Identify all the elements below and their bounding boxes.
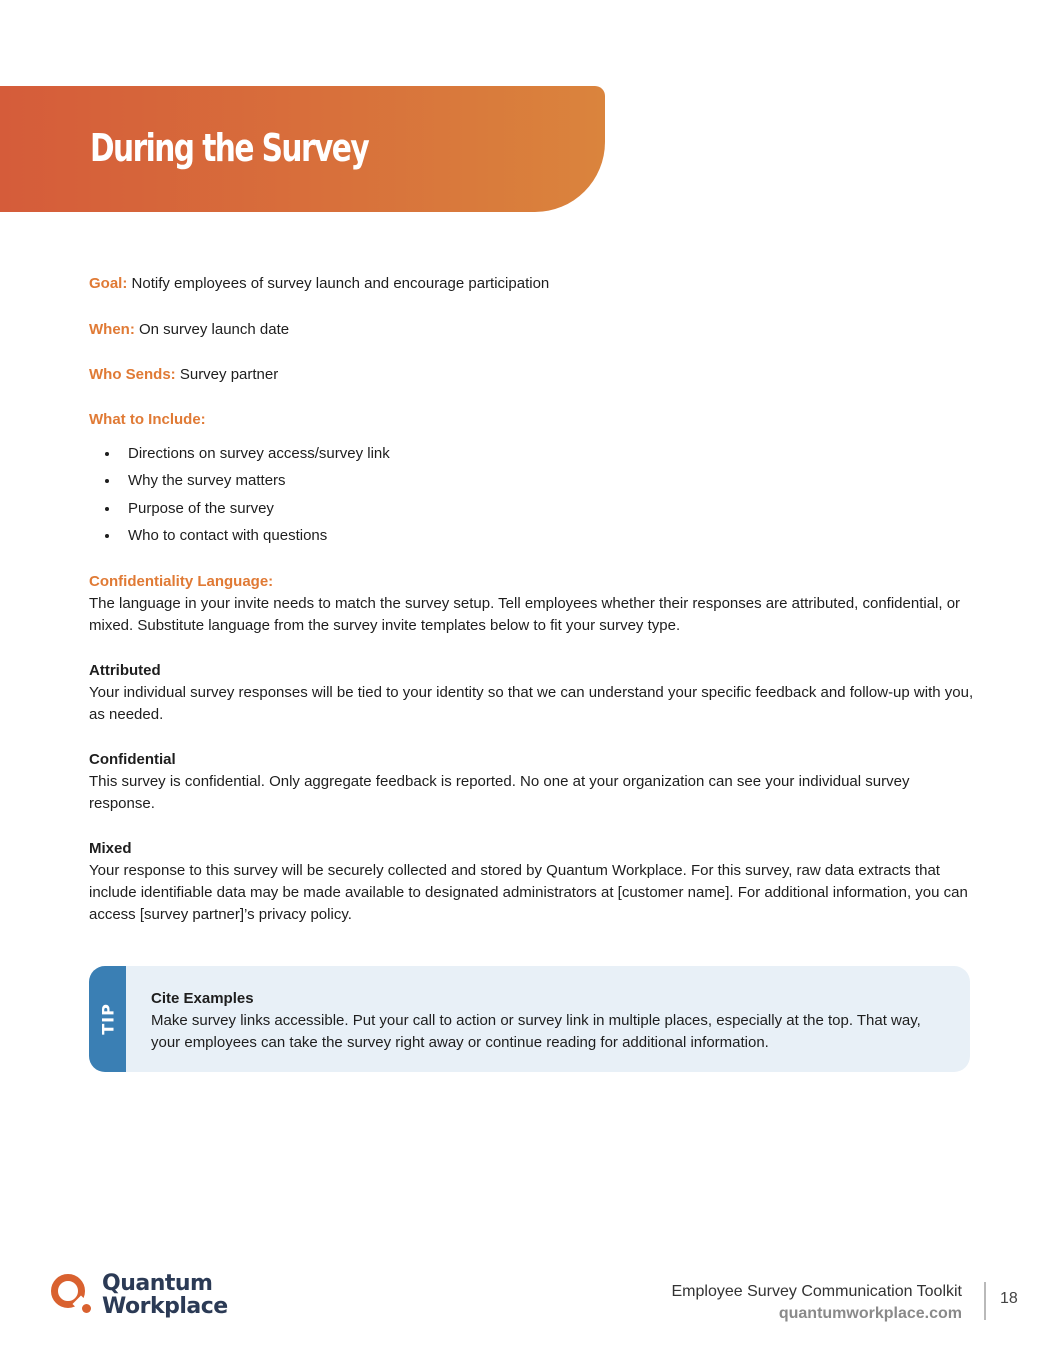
who-sends-text: Survey partner bbox=[179, 366, 279, 383]
when-text: On survey launch date bbox=[139, 321, 290, 338]
list-item: Purpose of the survey bbox=[89, 498, 390, 525]
bullet-icon bbox=[105, 479, 109, 483]
list-item: Who to contact with questions bbox=[89, 525, 390, 552]
bullet-icon bbox=[105, 507, 109, 511]
when-label: When: bbox=[89, 321, 135, 338]
logo-dot-icon bbox=[82, 1304, 91, 1313]
attributed-heading: Attributed bbox=[89, 662, 161, 679]
tip-callout bbox=[89, 966, 970, 1072]
confidentiality-section bbox=[89, 571, 974, 637]
bullet-icon bbox=[105, 452, 109, 456]
logo-q-icon bbox=[51, 1274, 85, 1308]
goal-text: Notify employees of survey launch and encourage participation bbox=[131, 275, 550, 292]
tip-heading: Cite Examples bbox=[151, 990, 254, 1007]
footer-doc-title: Employee Survey Communication Toolkit bbox=[671, 1283, 962, 1300]
quantum-workplace-logo bbox=[50, 1272, 240, 1324]
page-title: During the Survey bbox=[90, 126, 369, 170]
confidential-heading: Confidential bbox=[89, 751, 176, 768]
mixed-heading: Mixed bbox=[89, 840, 132, 857]
mixed-section bbox=[89, 838, 974, 926]
logo-wordmark: Quantum Workplace bbox=[102, 1271, 228, 1319]
when-row bbox=[89, 319, 289, 341]
confidential-section bbox=[89, 749, 974, 815]
confidentiality-text: The language in your invite needs to match the survey setup. Tell employees whether their responses are attributed, confidential, or mixed. Substitute language from the survey invite templates below to fit your survey type. bbox=[89, 595, 961, 634]
page-number: 18 bbox=[1000, 1290, 1018, 1307]
footer-url: quantumworkplace.com bbox=[778, 1305, 962, 1322]
tip-tab-label: TIP bbox=[98, 1003, 117, 1035]
tip-text: Make survey links accessible. Put your call to action or survey link in multiple places, especially at the top. That way, your employees can take the survey right away or continue reading for additional information. bbox=[151, 1012, 921, 1051]
tip-body bbox=[151, 988, 951, 1054]
mixed-text: Your response to this survey will be securely collected and stored by Quantum Workplace. For this survey, raw data extracts that include identifiable data may be made available to designated administrators at [customer name]. For additional information, you can access [survey partner]’s privacy policy. bbox=[89, 862, 968, 923]
include-list bbox=[89, 443, 390, 552]
goal-row bbox=[89, 273, 549, 295]
what-to-include-label: What to Include: bbox=[89, 411, 206, 428]
section-banner bbox=[0, 86, 605, 212]
who-sends-row bbox=[89, 364, 278, 386]
tip-tab bbox=[89, 966, 126, 1072]
attributed-text: Your individual survey responses will be tied to your identity so that we can understand your specific feedback and follow-up with you, as needed. bbox=[89, 684, 974, 723]
goal-label: Goal: bbox=[89, 275, 128, 292]
attributed-section bbox=[89, 660, 974, 726]
who-sends-label: Who Sends: bbox=[89, 366, 176, 383]
confidential-text: This survey is confidential. Only aggregate feedback is reported. No one at your organization can see your individual survey response. bbox=[89, 773, 910, 812]
bullet-icon bbox=[105, 534, 109, 538]
list-item: Directions on survey access/survey link bbox=[89, 443, 390, 470]
footer-divider bbox=[984, 1282, 986, 1320]
what-to-include-row bbox=[89, 409, 206, 431]
list-item: Why the survey matters bbox=[89, 470, 390, 497]
confidentiality-label: Confidentiality Language: bbox=[89, 573, 274, 590]
footer-info bbox=[672, 1281, 963, 1325]
